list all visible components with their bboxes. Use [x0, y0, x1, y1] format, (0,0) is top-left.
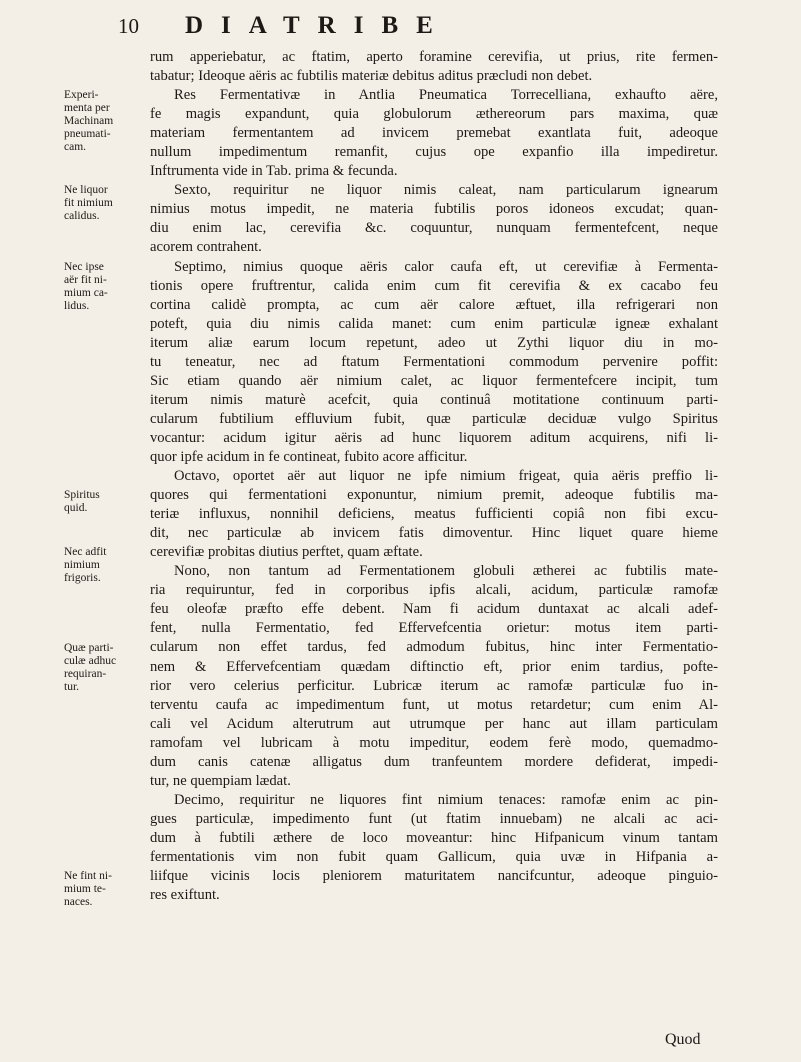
- marginal-note-line: Experi-: [64, 89, 99, 102]
- paragraph: [150, 467, 718, 562]
- text-line: Decimo, requiritur ne liquores fint nimium tenaces: ramofæ enim ac pin-: [174, 791, 718, 808]
- marginal-note-line: mium ca-: [64, 286, 108, 299]
- marginal-note-line: mium te-: [64, 883, 106, 896]
- text-line: Septimo, nimius quoque aëris calor caufa eft, ut cerevifiæ à Fermenta-: [174, 258, 718, 275]
- marginal-note-line: naces.: [64, 896, 93, 909]
- text-line: Sexto, requiritur ne liquor nimis caleat, nam particularum ignearum: [174, 182, 718, 199]
- main-text: [150, 48, 718, 905]
- text-line: cularum non effet tardus, fed admodum fubitus, hinc inter Fermentatio-: [150, 639, 718, 656]
- text-line: tu teneatur, nec ad ftatum Fermentationi commodum pervenire poffit:: [150, 353, 718, 370]
- text-line: acorem contrahent.: [150, 239, 262, 256]
- marginal-note: [64, 89, 148, 154]
- marginal-note-line: Spiritus: [64, 489, 100, 502]
- text-line: rior vero celerius perficitur. Lubricæ iterum ac ramofæ particulæ fuo in-: [150, 677, 718, 694]
- text-line: terventu caufa ac impedimentum funt, ut motus retardetur; cum enim Al-: [150, 696, 718, 713]
- marginal-note-line: tur.: [64, 680, 80, 693]
- text-line: nimius motus impedit, ne materia fubtilis poros idoneos excudat; quan-: [150, 201, 718, 218]
- text-line: tabatur; Ideoque aëris ac fubtilis materiæ debitus aditus præcludi non debet.: [150, 68, 593, 85]
- text-line: quor ipfe acidum in fe contineat, fubito acore afficitur.: [150, 448, 468, 465]
- marginal-note-line: lidus.: [64, 299, 90, 312]
- marginal-note-line: Nec ipse: [64, 260, 104, 273]
- text-line: dum canis catenæ alligatus dum tranfeuntem mordere defiderat, impedi-: [150, 753, 718, 770]
- text-line: materiam fermentantem ad invicem premebat exantlata fuit, adeoque: [150, 125, 718, 142]
- text-line: tur, ne quempiam lædat.: [150, 772, 291, 789]
- paragraph: [150, 562, 718, 791]
- text-line: poteft, quia diu nimis calida manet: cum enim particulæ igneæ exhalant: [150, 315, 718, 332]
- marginal-note: [64, 870, 148, 909]
- text-line: nem & Effervefcentiam quædam diftinctio eft, prior enim tardius, pofte-: [150, 658, 718, 675]
- marginal-note: [64, 489, 148, 515]
- text-line: cerevifiæ probitas diutius perftet, quam æftate.: [150, 544, 423, 561]
- text-line: Inftrumenta vide in Tab. prima & fecunda.: [150, 163, 398, 180]
- text-line: diu enim lac, cerevifia &c. coquuntur, nunquam fermentefcent, neque: [150, 220, 718, 237]
- paragraph: [150, 181, 718, 257]
- page-number: 10: [118, 14, 139, 38]
- marginal-note-line: requiran-: [64, 667, 107, 680]
- text-line: dit, nec particulæ ab invicem fatis dimoventur. Hinc liquet quare hieme: [150, 525, 718, 542]
- text-line: teriæ influxus, nonnihil deficiens, meatus fufficienti copiâ non fibi excu-: [150, 506, 718, 523]
- marginal-note-line: Ne liquor: [64, 184, 108, 197]
- marginal-note: [64, 546, 148, 585]
- marginal-note-line: calidus.: [64, 210, 100, 223]
- marginal-note: [64, 184, 148, 223]
- marginal-note-line: nimium: [64, 559, 100, 572]
- marginal-note-line: fit nimium: [64, 197, 113, 210]
- marginal-note-line: cam.: [64, 141, 87, 154]
- text-line: vocantur: acidum igitur aëris ad hunc liquorem aditum acquirens, nifi li-: [150, 429, 718, 446]
- text-line: Res Fermentativæ in Antlia Pneumatica Torrecelliana, exhaufto aëre,: [174, 87, 718, 104]
- text-line: Octavo, oportet aër aut liquor ne ipfe nimium frigeat, quia aëris preffio li-: [174, 468, 718, 485]
- text-line: quores qui fermentationi exponuntur, nimium premit, adeoque fubtilis ma-: [150, 487, 718, 504]
- text-line: dum à fubtili æthere de loco moveantur: hinc Hifpanicum vinum tantam: [150, 829, 718, 846]
- text-line: Nono, non tantum ad Fermentationem globuli ætherei ac fubtilis mate-: [174, 563, 718, 580]
- text-line: feu oleofæ præfto effe debent. Nam fi acidum duntaxat ac alcali adef-: [150, 601, 718, 618]
- marginal-note-line: frigoris.: [64, 572, 101, 585]
- text-line: ramofam vel lubricam à motu impeditur, eodem ferè modo, quemadmo-: [150, 734, 718, 751]
- text-line: fe magis expandunt, quia globulorum æthereorum pars maxima, quæ: [150, 106, 718, 123]
- text-line: nullum impedimentum remanfit, cujus ope expanfio illa impediretur.: [150, 144, 718, 161]
- text-line: iterum aliæ earum locum repetunt, adeo ut Zythi liquor diu in mo-: [150, 334, 718, 351]
- text-line: cali vel Acidum alterutrum aut utrumque per hanc aut illam particulam: [150, 715, 718, 732]
- marginal-note-line: quid.: [64, 502, 88, 515]
- marginal-note-line: culæ adhuc: [64, 654, 117, 667]
- text-line: cularum fubtilium effluvium fubit, quæ particulæ deciduæ vulgo Spiritus: [150, 410, 718, 427]
- marginal-note-line: Ne fint ni-: [64, 870, 112, 883]
- marginal-note-line: Quæ parti-: [64, 641, 114, 654]
- page-header: [118, 14, 658, 44]
- marginal-note-line: Nec adfit: [64, 546, 107, 559]
- paragraph: [150, 48, 718, 86]
- marginal-note-line: Machinam: [64, 115, 114, 128]
- marginal-note: [64, 642, 148, 694]
- text-line: iterum nimis maturè acefcit, quia continuâ motitatione continuum parti-: [150, 391, 718, 408]
- text-line: tionis opere fruftrentur, calida enim cum fit cerevifia & ex cacabo feu: [150, 277, 718, 294]
- text-line: rum apperiebatur, ac ftatim, aperto foramine cerevifia, ut prius, rite fermen-: [150, 49, 718, 65]
- paragraph: [150, 791, 718, 905]
- marginal-note: [64, 261, 148, 313]
- text-line: fent, nulla Fermentatio, fed Effervefcentia orietur: motus item parti-: [150, 620, 718, 637]
- marginal-note-line: aër fit ni-: [64, 273, 107, 286]
- text-line: ria requiruntur, fed in corporibus ipfis alcali, acidum, particulæ ramofæ: [150, 582, 718, 599]
- text-line: gues particulæ, impedimento funt (ut ftatim innuebam) ne alcali ac aci-: [150, 810, 718, 827]
- marginal-note-line: menta per: [64, 102, 110, 115]
- paragraph: [150, 258, 718, 468]
- text-line: cortina calidè prompta, ac cum aër calore æftuet, illa refrigerari non: [150, 296, 718, 313]
- marginal-note-line: pneumati-: [64, 128, 111, 141]
- paragraph: [150, 86, 718, 181]
- running-title: DIATRIBE: [185, 12, 451, 39]
- text-line: Sic etiam quando aër nimium calet, ac liquor fermentefcere incipit, tum: [150, 372, 718, 389]
- text-line: res exiftunt.: [150, 887, 220, 904]
- text-line: liifque vicinis locis pleniorem maturitatem nancifcuntur, adeoque pinguio-: [150, 868, 718, 885]
- catchword: Quod: [665, 1031, 701, 1048]
- text-line: fermentationis vim non fubit quam Gallicum, quia uvæ in Hifpania a-: [150, 848, 718, 865]
